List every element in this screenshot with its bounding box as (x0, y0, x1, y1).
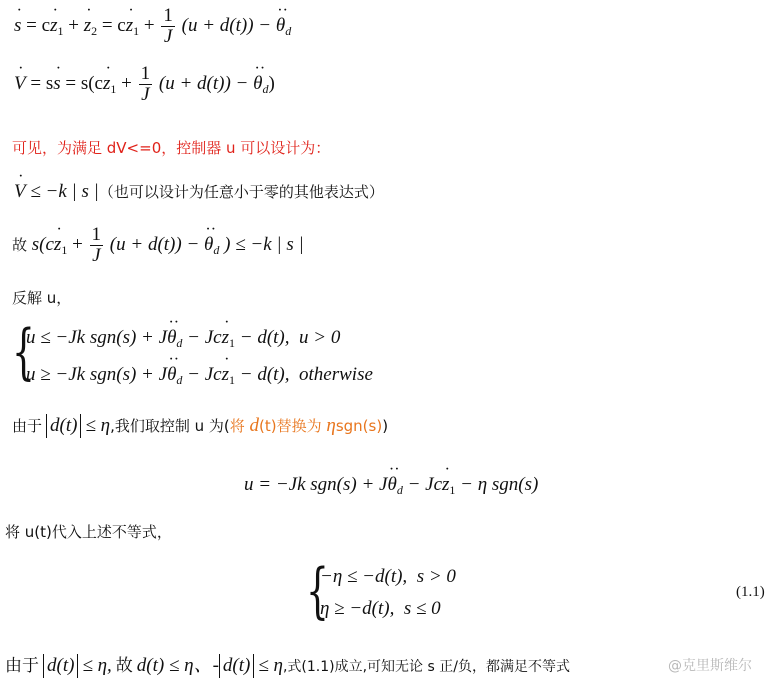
watermark-text: @克里斯维尔 (668, 658, 752, 674)
abs-d-t: d(t) (46, 414, 81, 438)
condition-note-red: 可见，为满足 dV<=0，控制器 u 可以设计为： (12, 139, 331, 157)
left-brace: { (12, 317, 35, 387)
conclusion-line: 由于 d(t) ≤ η, 故 d(t) ≤ η、- d(t) ≤ η,式(1.1)成立,可知无论 s 正/负，都满足不等式 (5, 655, 570, 676)
fraction-1-over-J: $\frac{1}{J}$ (163, 5, 173, 47)
equation-v-dot: · $V = s\cdot s = s(c\cdot z_1$ + $\frac{1}{J}$ (u + d(t)) − ·· $\theta_d$) (14, 64, 275, 105)
case-otherwise: u ≥ −Jk $sgn(s) + J\cdot\cdot \theta_d - Jc\cdot z_1 - d(t)$, otherwise (26, 364, 373, 388)
inequality-s-positive: −η ≤ −d(t), s > 0 (320, 566, 456, 587)
equation-s-dot: · $s = c\cdot z_1$ + · $z_2 = c\cdot z_1$ + $\frac{1}{J}$ (u + d(t)) − ·· $\theta_d$ (14, 6, 291, 47)
therefore-inequality: 故 $s(c\cdot z_1$ + $\frac{1}{J}$ (u + d(t)) − ·· $\theta_d$ ) ≤ −k | s | (12, 225, 304, 266)
equation-number: (1.1) (736, 584, 765, 600)
s-dot-symbol: · s (14, 15, 21, 37)
left-brace-2: { (306, 556, 329, 626)
fraction-1-over-J: $\frac{1}{J}$ (140, 63, 151, 105)
control-law-equation: u = −Jk $sgn(s) + J\cdot\cdot \theta_d - Jc\cdot z_1 - \eta$ sgn(s) (244, 474, 538, 498)
fraction-1-over-J: $\frac{1}{J}$ (91, 224, 102, 266)
lyapunov-inequality: · V ≤ −k | s |（也可以设计为任意小于零的其他表达式） (14, 181, 384, 203)
substitution-text: 将 u(t)代入上述不等式， (5, 523, 172, 541)
solve-for-u-text: 反解 u， (12, 289, 72, 307)
case-u-positive: u ≤ −Jk $sgn(s) + J\cdot\cdot \theta_d - Jc\cdot z_1 - d(t)$, u > 0 (26, 327, 340, 351)
bound-and-control-choice: 由于 d(t) ≤ η,我们取控制 u 为(将 d(t)替换为 ηsgn(s)) (12, 415, 389, 436)
inequality-s-nonpositive: η ≥ −d(t), s ≤ 0 (320, 598, 441, 619)
